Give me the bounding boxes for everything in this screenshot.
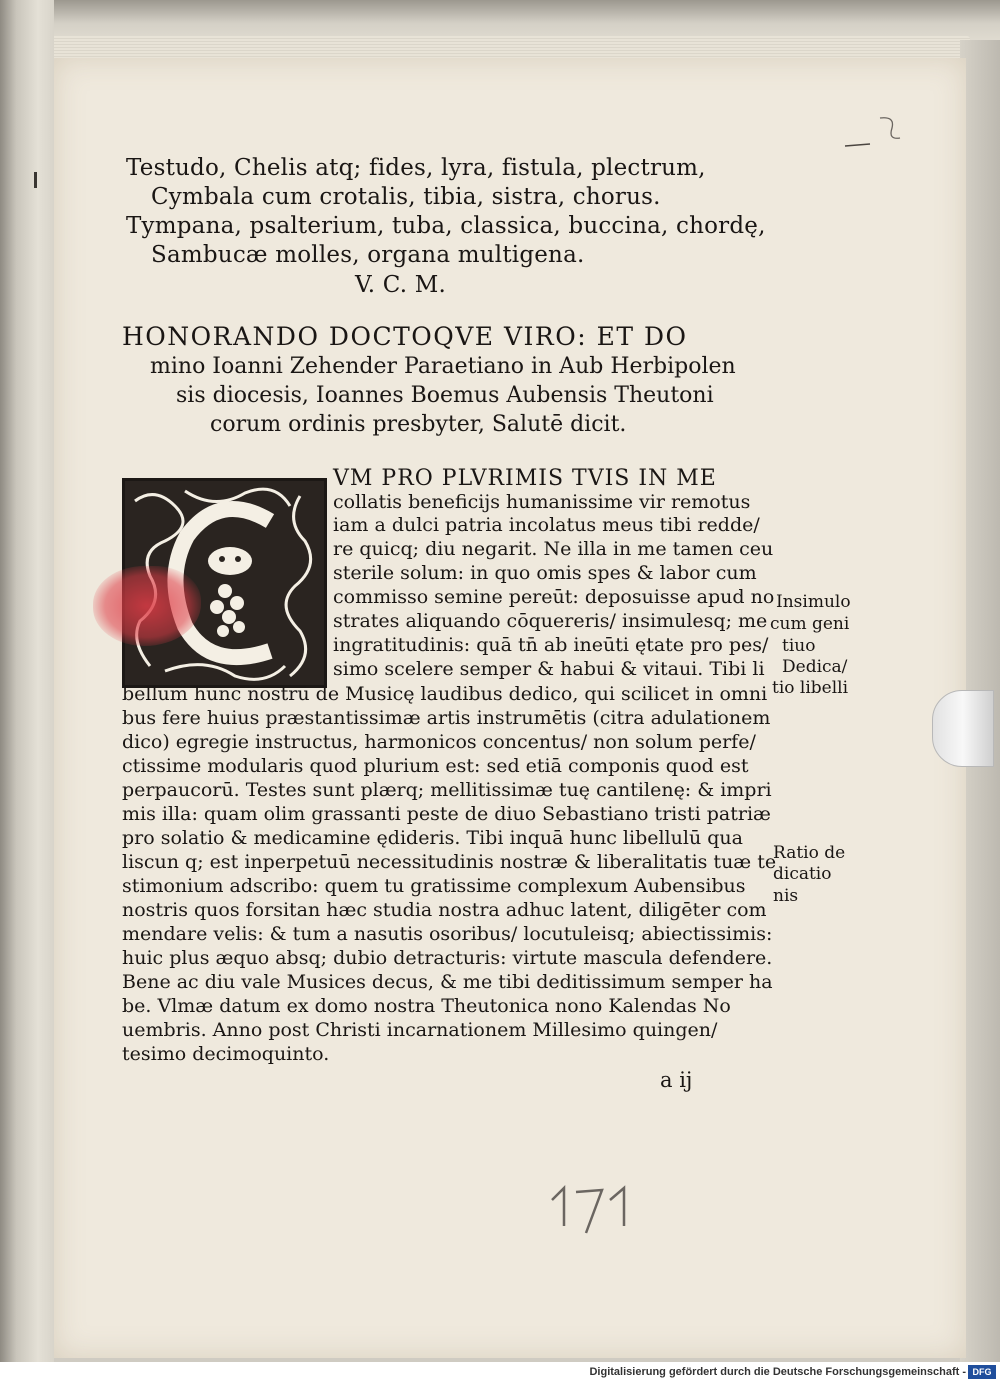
body-line-15: mis illa: quam olim grassanti peste de diuo Sebastiano tristi patriæ xyxy=(122,803,771,825)
body-line-10: bellum hunc nostrū de Musicę laudibus dedico, qui scilicet in omni xyxy=(122,683,768,705)
body-line-17: liscun q; est inperpetuū necessitudinis nostræ & liberalitatis tuæ te xyxy=(122,851,777,873)
verse-signature: V. C. M. xyxy=(355,272,447,298)
margin-note-2-line-3: nis xyxy=(773,886,799,906)
body-line-23: be. Vlmæ datum ex domo nostra Theutonica nono Kalendas No xyxy=(122,995,731,1017)
margin-note-1-line-5: tio libelli xyxy=(772,678,849,698)
body-line-2: collatis beneficijs humanissime vir remotus xyxy=(333,491,751,513)
body-line-6: commisso semine pereūt: deposuisse apud no xyxy=(333,586,775,608)
body-line-11: bus fere huius præstantissimæ artis instrumētis (citra adulationem xyxy=(122,707,771,729)
body-line-4: re quicq; diu negarit. Ne illa in me tamen ceu xyxy=(333,538,774,560)
body-line-21: huic plus æquo absq; dubio detracturis: virtute mascula defendere. xyxy=(122,947,773,969)
pencil-folio-number xyxy=(548,1178,648,1242)
body-line-9: simo scelere semper & habui & vitaui. Tibi li xyxy=(333,658,765,680)
verse-line-2: Cymbala cum crotalis, tibia, sistra, chorus. xyxy=(151,184,661,210)
margin-note-1-line-2: cum geni xyxy=(770,614,850,634)
verse-line-4: Sambucæ molles, organa multigena. xyxy=(151,242,585,268)
dedication-line-2: mino Ioanni Zehender Paraetiano in Aub Herbipolen xyxy=(150,354,736,379)
body-line-18: stimonium adscribo: quem tu gratissime complexum Aubensibus xyxy=(122,875,746,897)
body-line-3: iam a dulci patria incolatus meus tibi redde/ xyxy=(333,514,760,536)
book-spine-edge xyxy=(0,0,54,1362)
dedication-line-3: sis diocesis, Ioannes Boemus Aubensis Theutoni xyxy=(176,383,714,408)
verse-line-3: Tympana, psalterium, tuba, classica, buccina, chordę, xyxy=(126,213,766,239)
body-line-1: VM PRO PLVRIMIS TVIS IN ME xyxy=(333,466,717,491)
margin-note-2-line-2: dicatio xyxy=(773,864,832,884)
margin-tick-mark xyxy=(34,172,37,188)
dedication-line-4: corum ordinis presbyter, Salutē dicit. xyxy=(210,412,627,437)
body-line-12: dico) egregie instructus, harmonicos concentus/ non solum perfe/ xyxy=(122,731,756,753)
margin-note-1-line-4: Dedica/ xyxy=(782,657,848,677)
body-line-14: perpaucorū. Testes sunt plærq; mellitissimæ tuę cantilenę: & impri xyxy=(122,779,772,801)
body-line-8: ingratitudinis: quā tn̄ ab ineūti ętate pro pes/ xyxy=(333,634,769,656)
dedication-heading: HONORANDO DOCTOQVE VIRO: ET DO xyxy=(122,322,688,351)
body-line-5: sterile solum: in quo omis spes & labor cum xyxy=(333,562,757,584)
signature-mark: a ij xyxy=(660,1068,693,1092)
body-line-22: Bene ac diu vale Musices decus, & me tibi deditissimum semper ha xyxy=(122,971,773,993)
verse-line-1: Testudo, Chelis atq; fides, lyra, fistula, plectrum, xyxy=(126,155,706,181)
body-line-25: tesimo decimoquinto. xyxy=(122,1043,330,1065)
footer-credit: Digitalisierung gefördert durch die Deutsche Forschungsgemeinschaft - xyxy=(589,1366,966,1378)
body-line-19: nostris quos forsitan hæc studia nostra adhuc latent, diligēter com xyxy=(122,899,767,921)
body-line-20: mendare velis: & tum a nasutis osoribus/ locutuleisq; abiectissimis: xyxy=(122,923,773,945)
corner-pencil-mark xyxy=(840,108,910,153)
page-clip xyxy=(932,690,994,767)
margin-note-2-line-1: Ratio de xyxy=(773,843,846,863)
margin-note-1-line-3: tiuo xyxy=(782,636,816,656)
body-line-7: strates aliquando cōquereris/ insimulesq; me xyxy=(333,610,768,632)
body-line-13: ctissime modularis quod plurium est: sed etiā componis quod est xyxy=(122,755,749,777)
margin-note-1-line-1: Insimulo xyxy=(776,592,851,612)
body-line-24: uembris. Anno post Christi incarnationem Millesimo quingen/ xyxy=(122,1019,718,1041)
body-line-16: pro solatio & medicamine ędideris. Tibi inquā hunc libellulū qua xyxy=(122,827,743,849)
dfg-logo: DFG xyxy=(968,1365,996,1379)
